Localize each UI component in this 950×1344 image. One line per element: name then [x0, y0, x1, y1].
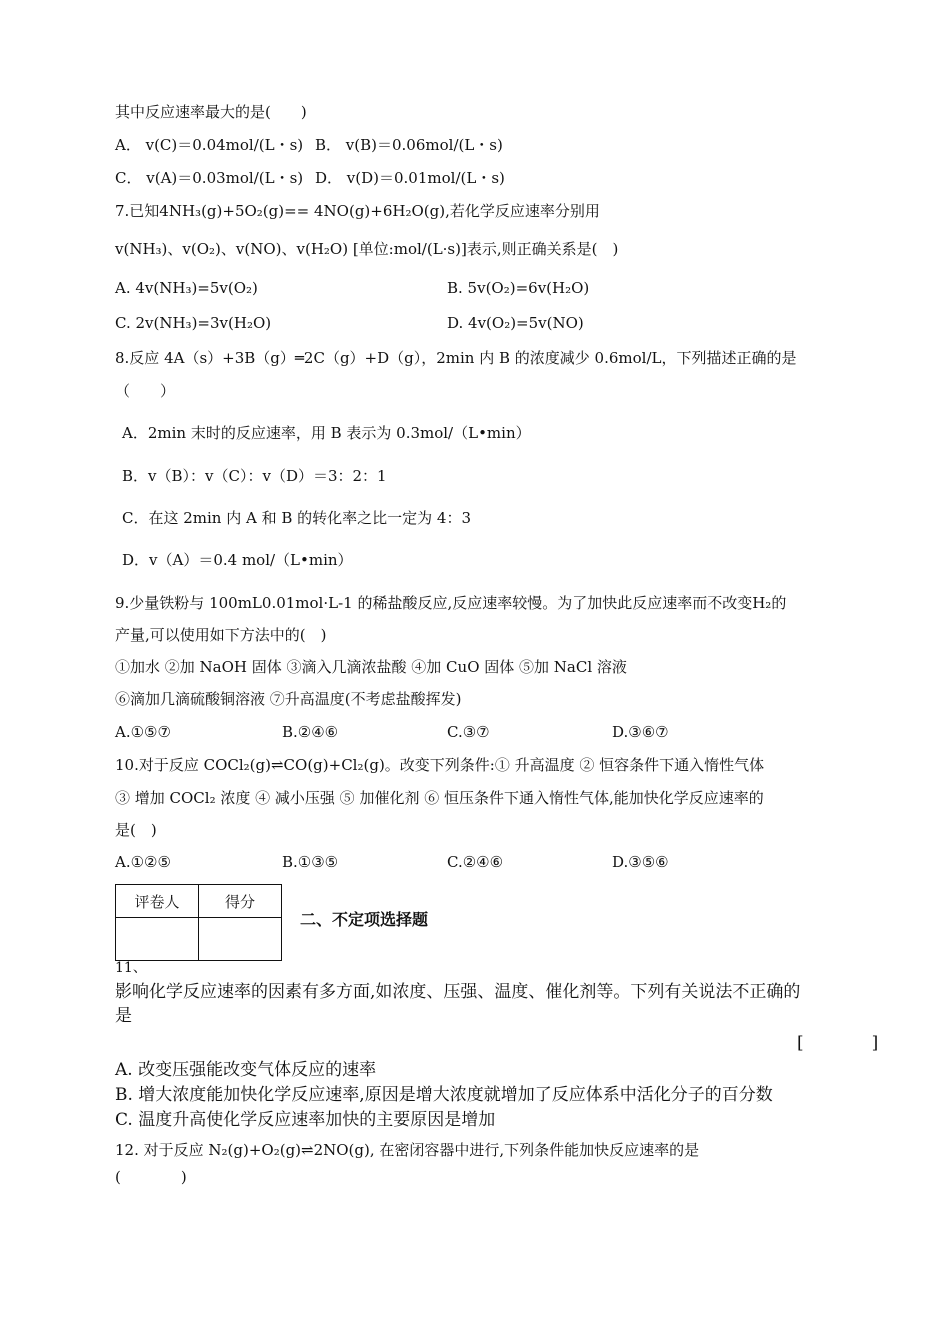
- q8-stem: 8.反应 4A（s）+3B（g）═2C（g）+D（g），2min 内 B 的浓度减少 0.6mol/L，下列描述正确的是: [115, 349, 797, 367]
- q9-options: [115, 722, 915, 742]
- q7-option-b: B. 5v(O₂)=6v(H₂O): [447, 279, 590, 297]
- q11-option-c: C. 温度升高使化学反应速率加快的主要原因是增加: [115, 1110, 496, 1130]
- score-table-score-cell[interactable]: [199, 918, 282, 961]
- q7-option-c: C. 2v(NH₃)=3v(H₂O): [115, 314, 272, 332]
- q8-option-c: C．在这 2min 内 A 和 B 的转化率之比一定为 4：3: [122, 509, 472, 527]
- q10-option-a: A.①②⑤: [115, 853, 171, 871]
- q11-answer-bracket: [ ]: [797, 1033, 879, 1053]
- q8-answer-paren: （ ）: [115, 382, 176, 400]
- q10-stem-line1: 10.对于反应 COCl₂(g)⇌CO(g)+Cl₂(g)。改变下列条件:① 升高温度 ② 恒容条件下通入惰性气体: [115, 756, 765, 774]
- q11-stem-line1: 影响化学反应速率的因素有多方面,如浓度、压强、温度、催化剂等。下列有关说法不正确的: [115, 982, 801, 1002]
- q10-option-b: B.①③⑤: [282, 853, 339, 871]
- q9-stem-line2: 产量,可以使用如下方法中的( ): [115, 626, 327, 644]
- q7-options-row1: [115, 278, 915, 298]
- q9-stem-line4: ⑥滴加几滴硫酸铜溶液 ⑦升高温度(不考虑盐酸挥发): [115, 690, 462, 708]
- q10-options: [115, 852, 915, 872]
- q9-option-a: A.①⑤⑦: [115, 723, 171, 741]
- q10-stem-line2: ③ 增加 COCl₂ 浓度 ④ 减小压强 ⑤ 加催化剂 ⑥ 恒压条件下通入惰性气体,能加快化学反应速率的: [115, 789, 764, 807]
- q7-option-d: D. 4v(O₂)=5v(NO): [447, 314, 584, 332]
- q6-options-row1: [115, 135, 915, 155]
- q6-stem: 其中反应速率最大的是( ): [115, 103, 307, 121]
- q6-options-row2: [115, 168, 915, 188]
- q9-stem-line1: 9.少量铁粉与 100mL0.01mol·L-1 的稀盐酸反应,反应速率较慢。为了加快此反应速率而不改变H₂的: [115, 594, 787, 612]
- q9-option-d: D.③⑥⑦: [612, 723, 669, 741]
- q9-option-c: C.③⑦: [447, 723, 490, 741]
- q8-option-d: D．v（A）＝0.4 mol/（L•min）: [122, 551, 353, 569]
- q6-option-c: C． v(A)＝0.03mol/(L・s): [115, 169, 304, 187]
- score-table-grader-cell[interactable]: [116, 918, 199, 961]
- q6-option-d: D． v(D)＝0.01mol/(L・s): [315, 169, 505, 187]
- q11-number: 11、: [115, 960, 147, 976]
- q9-stem-line3: ①加水 ②加 NaOH 固体 ③滴入几滴浓盐酸 ④加 CuO 固体 ⑤加 NaCl 溶液: [115, 658, 627, 676]
- q10-option-c: C.②④⑥: [447, 853, 504, 871]
- q11-option-a: A. 改变压强能改变气体反应的速率: [115, 1060, 377, 1080]
- score-table-header-grader: 评卷人: [116, 885, 199, 918]
- q12-stem-line1: 12. 对于反应 N₂(g)+O₂(g)⇌2NO(g), 在密闭容器中进行,下列条件能加快反应速率的是: [115, 1141, 700, 1159]
- q10-stem-line3: 是( ): [115, 821, 157, 839]
- q9-option-b: B.②④⑥: [282, 723, 339, 741]
- q11-option-b: B. 增大浓度能加快化学反应速率,原因是增大浓度就增加了反应体系中活化分子的百分数: [115, 1085, 773, 1105]
- score-table: [115, 884, 282, 961]
- q10-option-d: D.③⑤⑥: [612, 853, 669, 871]
- q8-option-b: B．v（B）：v（C）：v（D）＝3：2：1: [122, 467, 387, 485]
- q7-stem-line1: 7.已知4NH₃(g)+5O₂(g)== 4NO(g)+6H₂O(g),若化学反应速率分别用: [115, 202, 600, 220]
- q6-option-a: A． v(C)＝0.04mol/(L・s): [115, 136, 304, 154]
- section-title: 二、不定项选择题: [300, 910, 429, 929]
- q11-stem-line2: 是: [115, 1006, 132, 1026]
- q8-option-a: A．2min 末时的反应速率，用 B 表示为 0.3mol/（L•min）: [122, 424, 531, 442]
- q12-stem-line2: ( ): [115, 1168, 187, 1186]
- q7-options-row2: [115, 313, 915, 333]
- q7-option-a: A. 4v(NH₃)=5v(O₂): [115, 279, 258, 297]
- score-table-header-score: 得分: [199, 885, 282, 918]
- q7-stem-line2: v(NH₃)、v(O₂)、v(NO)、v(H₂O) [单位:mol/(L·s)]表示,则正确关系是( ): [115, 240, 619, 258]
- q6-option-b: B． v(B)＝0.06mol/(L・s): [315, 136, 503, 154]
